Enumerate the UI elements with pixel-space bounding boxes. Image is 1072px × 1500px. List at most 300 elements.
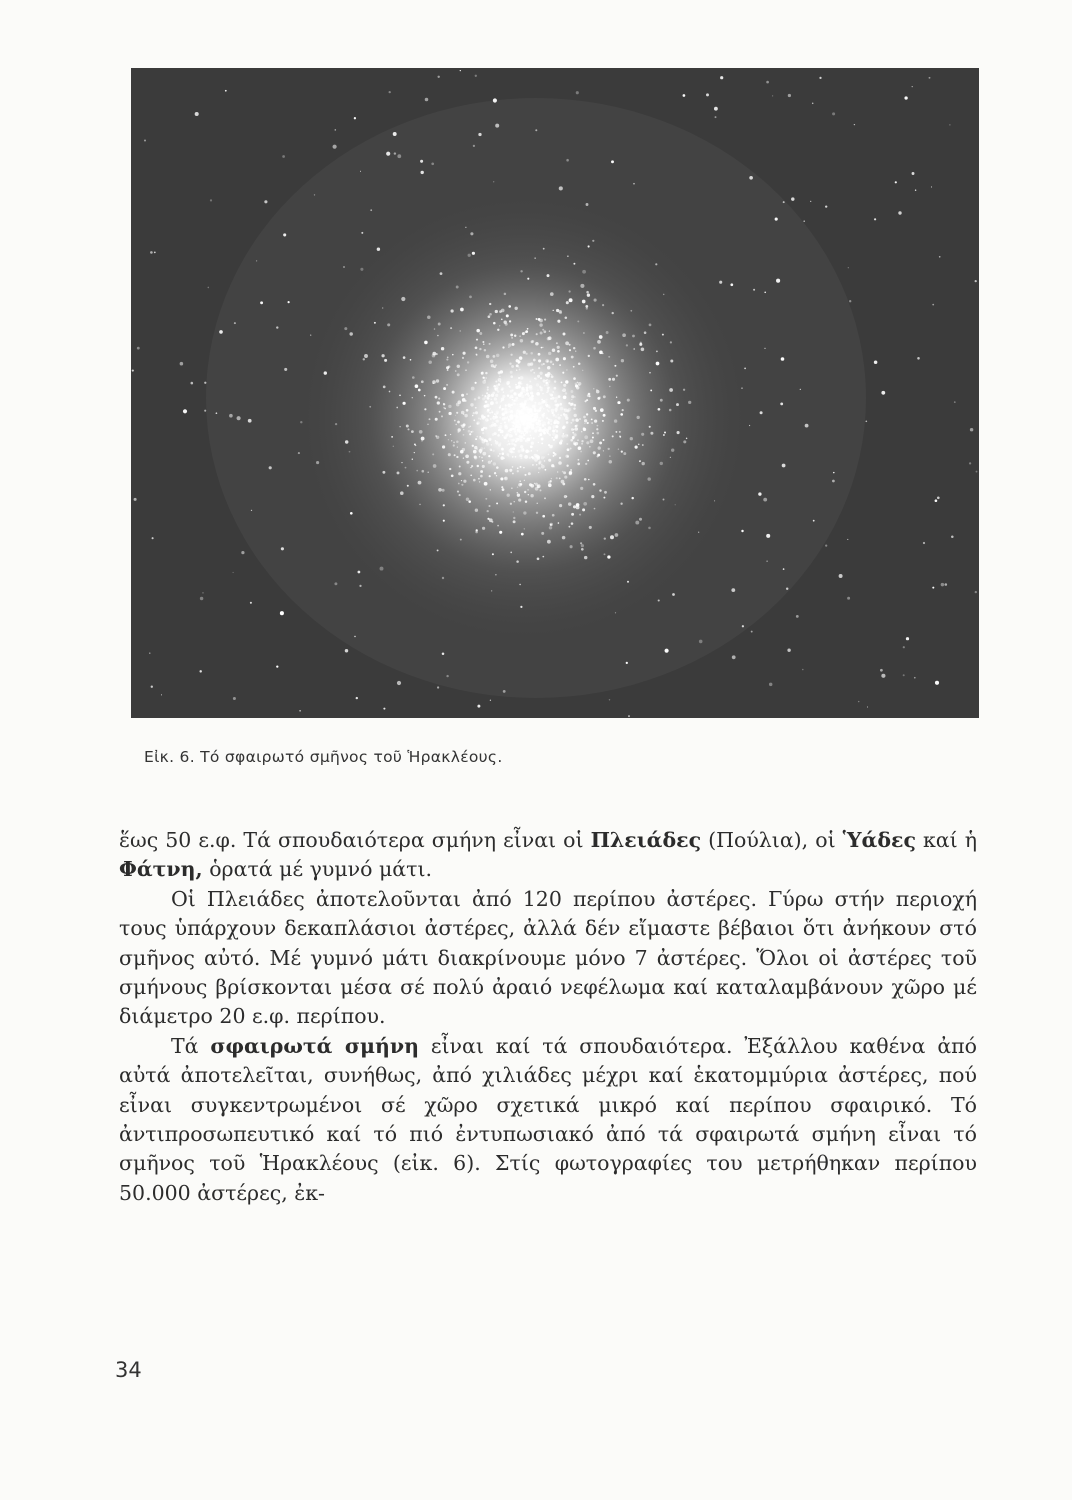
star [627,581,629,583]
star [529,364,530,365]
star [507,382,509,384]
star [544,429,546,431]
star [639,518,642,521]
star [431,162,434,165]
star [547,274,550,277]
star [491,364,494,367]
star [552,445,553,446]
star [548,483,552,487]
star [579,418,581,420]
star [550,523,553,526]
star [574,427,578,431]
star [569,344,571,346]
star [555,406,558,409]
star [520,606,522,608]
star [539,460,542,463]
bold-term: Ὑάδες [842,828,916,852]
star [450,327,452,329]
star [566,465,568,467]
star [453,441,455,443]
star [587,422,589,424]
star [558,416,561,419]
star [428,360,431,363]
star [421,380,424,383]
star [539,387,542,390]
star [509,386,511,388]
star [450,309,453,312]
star [195,112,199,116]
star [537,375,540,378]
star [975,591,977,593]
star [518,450,521,453]
star [560,414,562,416]
star [480,475,483,478]
star [512,473,514,475]
star [482,527,485,530]
star [589,526,592,529]
star [334,582,337,585]
star [615,612,616,613]
star [568,526,570,528]
star [527,278,529,280]
star [533,437,535,439]
star [442,445,445,448]
star [566,421,569,424]
star [551,478,552,479]
star [545,359,549,363]
star [349,451,351,453]
star [481,428,484,431]
star [760,411,763,414]
star [656,362,660,366]
star [491,590,492,591]
star [314,194,315,195]
star [535,129,537,131]
star [519,584,520,585]
star [555,358,559,362]
star [854,124,855,125]
star [487,389,489,391]
star [550,398,552,400]
star [350,512,353,515]
star [557,471,558,472]
star [539,422,541,424]
star [529,408,532,411]
star [510,375,513,378]
star [476,436,478,438]
star [648,527,651,530]
star [559,478,561,480]
star [594,508,596,510]
star [569,472,572,475]
star [466,461,469,464]
star [597,397,600,400]
star [547,387,549,389]
star [552,514,555,517]
star [524,491,526,493]
star [564,409,568,413]
star [600,408,604,412]
star [567,448,570,451]
star [418,481,422,485]
star [559,364,561,366]
star [446,366,449,369]
star [515,438,516,439]
star [688,401,691,404]
star [524,389,526,391]
star [411,430,414,433]
star [180,362,184,366]
star [683,440,686,443]
star [359,585,361,587]
star [436,436,439,439]
star [932,304,934,306]
star [580,487,583,490]
star [573,505,576,508]
star [764,348,765,349]
star [471,387,475,391]
star [508,430,511,433]
star [670,341,672,343]
star [683,389,685,391]
star [579,514,581,516]
star [787,648,790,651]
star [536,383,539,386]
star [510,503,512,505]
star [530,445,533,448]
star [472,415,474,417]
star [577,382,579,384]
star [438,488,442,492]
star [463,429,465,431]
star [609,386,610,387]
star [557,346,560,349]
star [450,434,451,435]
star [502,388,503,389]
star [504,477,506,479]
star [542,393,543,394]
star [462,357,464,359]
star [523,511,526,514]
star [541,456,544,459]
star [570,545,573,548]
star [490,360,494,364]
star [547,432,549,434]
star [511,422,512,423]
star [479,449,483,453]
star [639,460,640,461]
star [487,409,490,412]
star [698,532,699,533]
star [537,389,539,391]
star [512,399,514,401]
star [528,423,529,424]
star [555,411,556,412]
star [796,615,799,618]
star [575,350,576,351]
star [540,377,542,379]
star [494,413,496,415]
star [470,474,472,476]
star [541,419,543,421]
star [805,424,809,428]
star [555,397,558,400]
star [489,303,491,305]
star [526,406,528,408]
star [358,571,361,574]
star [552,437,554,439]
star [498,371,501,374]
star [455,370,457,372]
star [599,335,603,339]
star [573,366,575,368]
star [559,403,562,406]
star [361,232,363,234]
star [481,414,484,417]
star [519,406,520,407]
star [619,436,621,438]
star [567,255,568,256]
star [554,387,557,390]
star [528,405,529,406]
star [345,649,348,652]
star [538,394,539,395]
star [508,408,510,410]
star [529,387,533,391]
star [491,521,493,523]
bold-term: Φάτνη, [119,857,203,882]
star [527,412,530,415]
star [316,461,319,464]
paragraph [119,826,977,885]
star [524,480,525,481]
star [813,520,815,522]
star [575,418,579,422]
star [490,399,491,400]
star [345,440,348,443]
star [523,433,524,434]
star [433,464,437,468]
star [500,405,501,406]
star [482,460,484,462]
star [154,252,156,254]
star [630,310,632,312]
star [551,374,552,375]
star [549,330,550,331]
star [510,439,513,442]
star [526,386,529,389]
star [584,423,585,424]
star [546,390,548,392]
star [548,444,550,446]
star [644,331,647,334]
star [880,669,883,672]
star [511,488,512,489]
star [660,462,663,465]
star [474,398,476,400]
star [593,388,594,389]
star [484,349,486,351]
star [518,362,520,364]
star [496,425,498,427]
star [669,409,672,412]
star [539,456,540,457]
star [476,339,478,341]
star [557,414,559,416]
star [494,472,496,474]
star [557,350,560,353]
star [475,438,477,440]
star [570,390,573,393]
star [917,357,920,360]
star [538,472,539,473]
star [495,386,498,389]
star [514,422,517,425]
star [658,599,660,601]
star [594,419,597,422]
star [442,653,445,656]
star [482,432,484,434]
star [485,377,486,378]
star [552,433,555,436]
star [730,283,733,286]
star [670,359,673,362]
star [578,459,580,461]
star [563,384,566,387]
star [427,424,428,425]
star [482,465,485,468]
star [627,399,630,402]
star [663,499,665,501]
star [495,394,498,397]
star [546,405,549,408]
star [521,533,524,536]
star [532,424,534,426]
star [881,391,885,395]
star [447,369,449,371]
star [572,432,574,434]
star [468,500,471,503]
star [766,81,769,84]
star [499,425,502,428]
star [656,351,658,353]
star [591,419,593,421]
star [448,405,451,408]
star [424,408,426,410]
star [545,399,547,401]
star [490,401,494,405]
star [438,323,441,326]
star [581,544,584,547]
star [452,354,454,356]
star [775,218,778,221]
star [731,588,735,592]
star [443,504,445,506]
star [524,528,525,529]
star [676,403,679,406]
star [518,499,521,502]
star [524,455,528,459]
star [495,441,498,444]
star [349,332,352,335]
star [499,325,500,326]
text-run: εἶναι καί τά σπουδαιότερα. Ἐξάλλου καθένα ἀπό αὐτά ἀποτελεῖται, συνήθως, ἀπό χιλιάδες μέχρι καί ἑκατομμύρια ἀστέρες, πού εἶναι συγκεντρωμένοι σέ χῶρο σχετικά μικρό καί περίπου σφαιρικό. Τό ἀντιπροσωπευτικό καί τό πιό ἐντυπωσιακό ἀπό τά σφαιρωτά σμήνη εἶναι τό σμῆνος τοῦ Ἡρακλέους (εἰκ. 6). Στίς φωτογραφίες του μετρήθηκαν περίπου 50.000 ἀστέρες, ἐκ- [119,1033,977,1205]
star [477,705,480,708]
star [510,448,512,450]
star [511,365,514,368]
star [603,395,606,398]
star [427,316,431,320]
star [457,421,460,424]
star [914,677,916,679]
star [412,376,415,379]
star [478,396,481,399]
star [895,181,897,183]
star [532,369,534,371]
star [513,520,516,523]
star [497,434,500,437]
star [633,183,635,185]
star [269,466,272,469]
star [237,416,241,420]
star [458,472,461,475]
star [502,452,505,455]
star [530,435,531,436]
star [493,462,496,465]
star [566,159,569,162]
star [500,423,502,425]
star [532,420,534,422]
star [137,347,140,350]
star [571,395,574,398]
star [548,336,552,340]
star [533,359,536,362]
star [488,438,491,441]
star [534,418,537,421]
star [932,587,934,589]
star [588,355,590,357]
star [945,583,948,586]
star [781,357,785,361]
star [418,389,421,392]
star [505,469,509,473]
star [414,452,415,453]
star [248,419,252,423]
star [564,476,567,479]
star [499,406,501,408]
star [470,467,471,468]
star [941,583,944,586]
star [528,494,529,495]
star [536,333,538,335]
star [903,674,905,676]
star [523,427,526,430]
star [623,452,626,455]
star [509,396,512,399]
star [935,681,939,685]
star [516,370,517,371]
star [591,495,594,498]
star [573,347,575,349]
star [582,508,585,511]
star [780,403,783,406]
star [788,94,791,97]
star [537,417,538,418]
star [476,354,478,356]
star [570,447,572,449]
star [475,346,478,349]
star [511,417,513,419]
